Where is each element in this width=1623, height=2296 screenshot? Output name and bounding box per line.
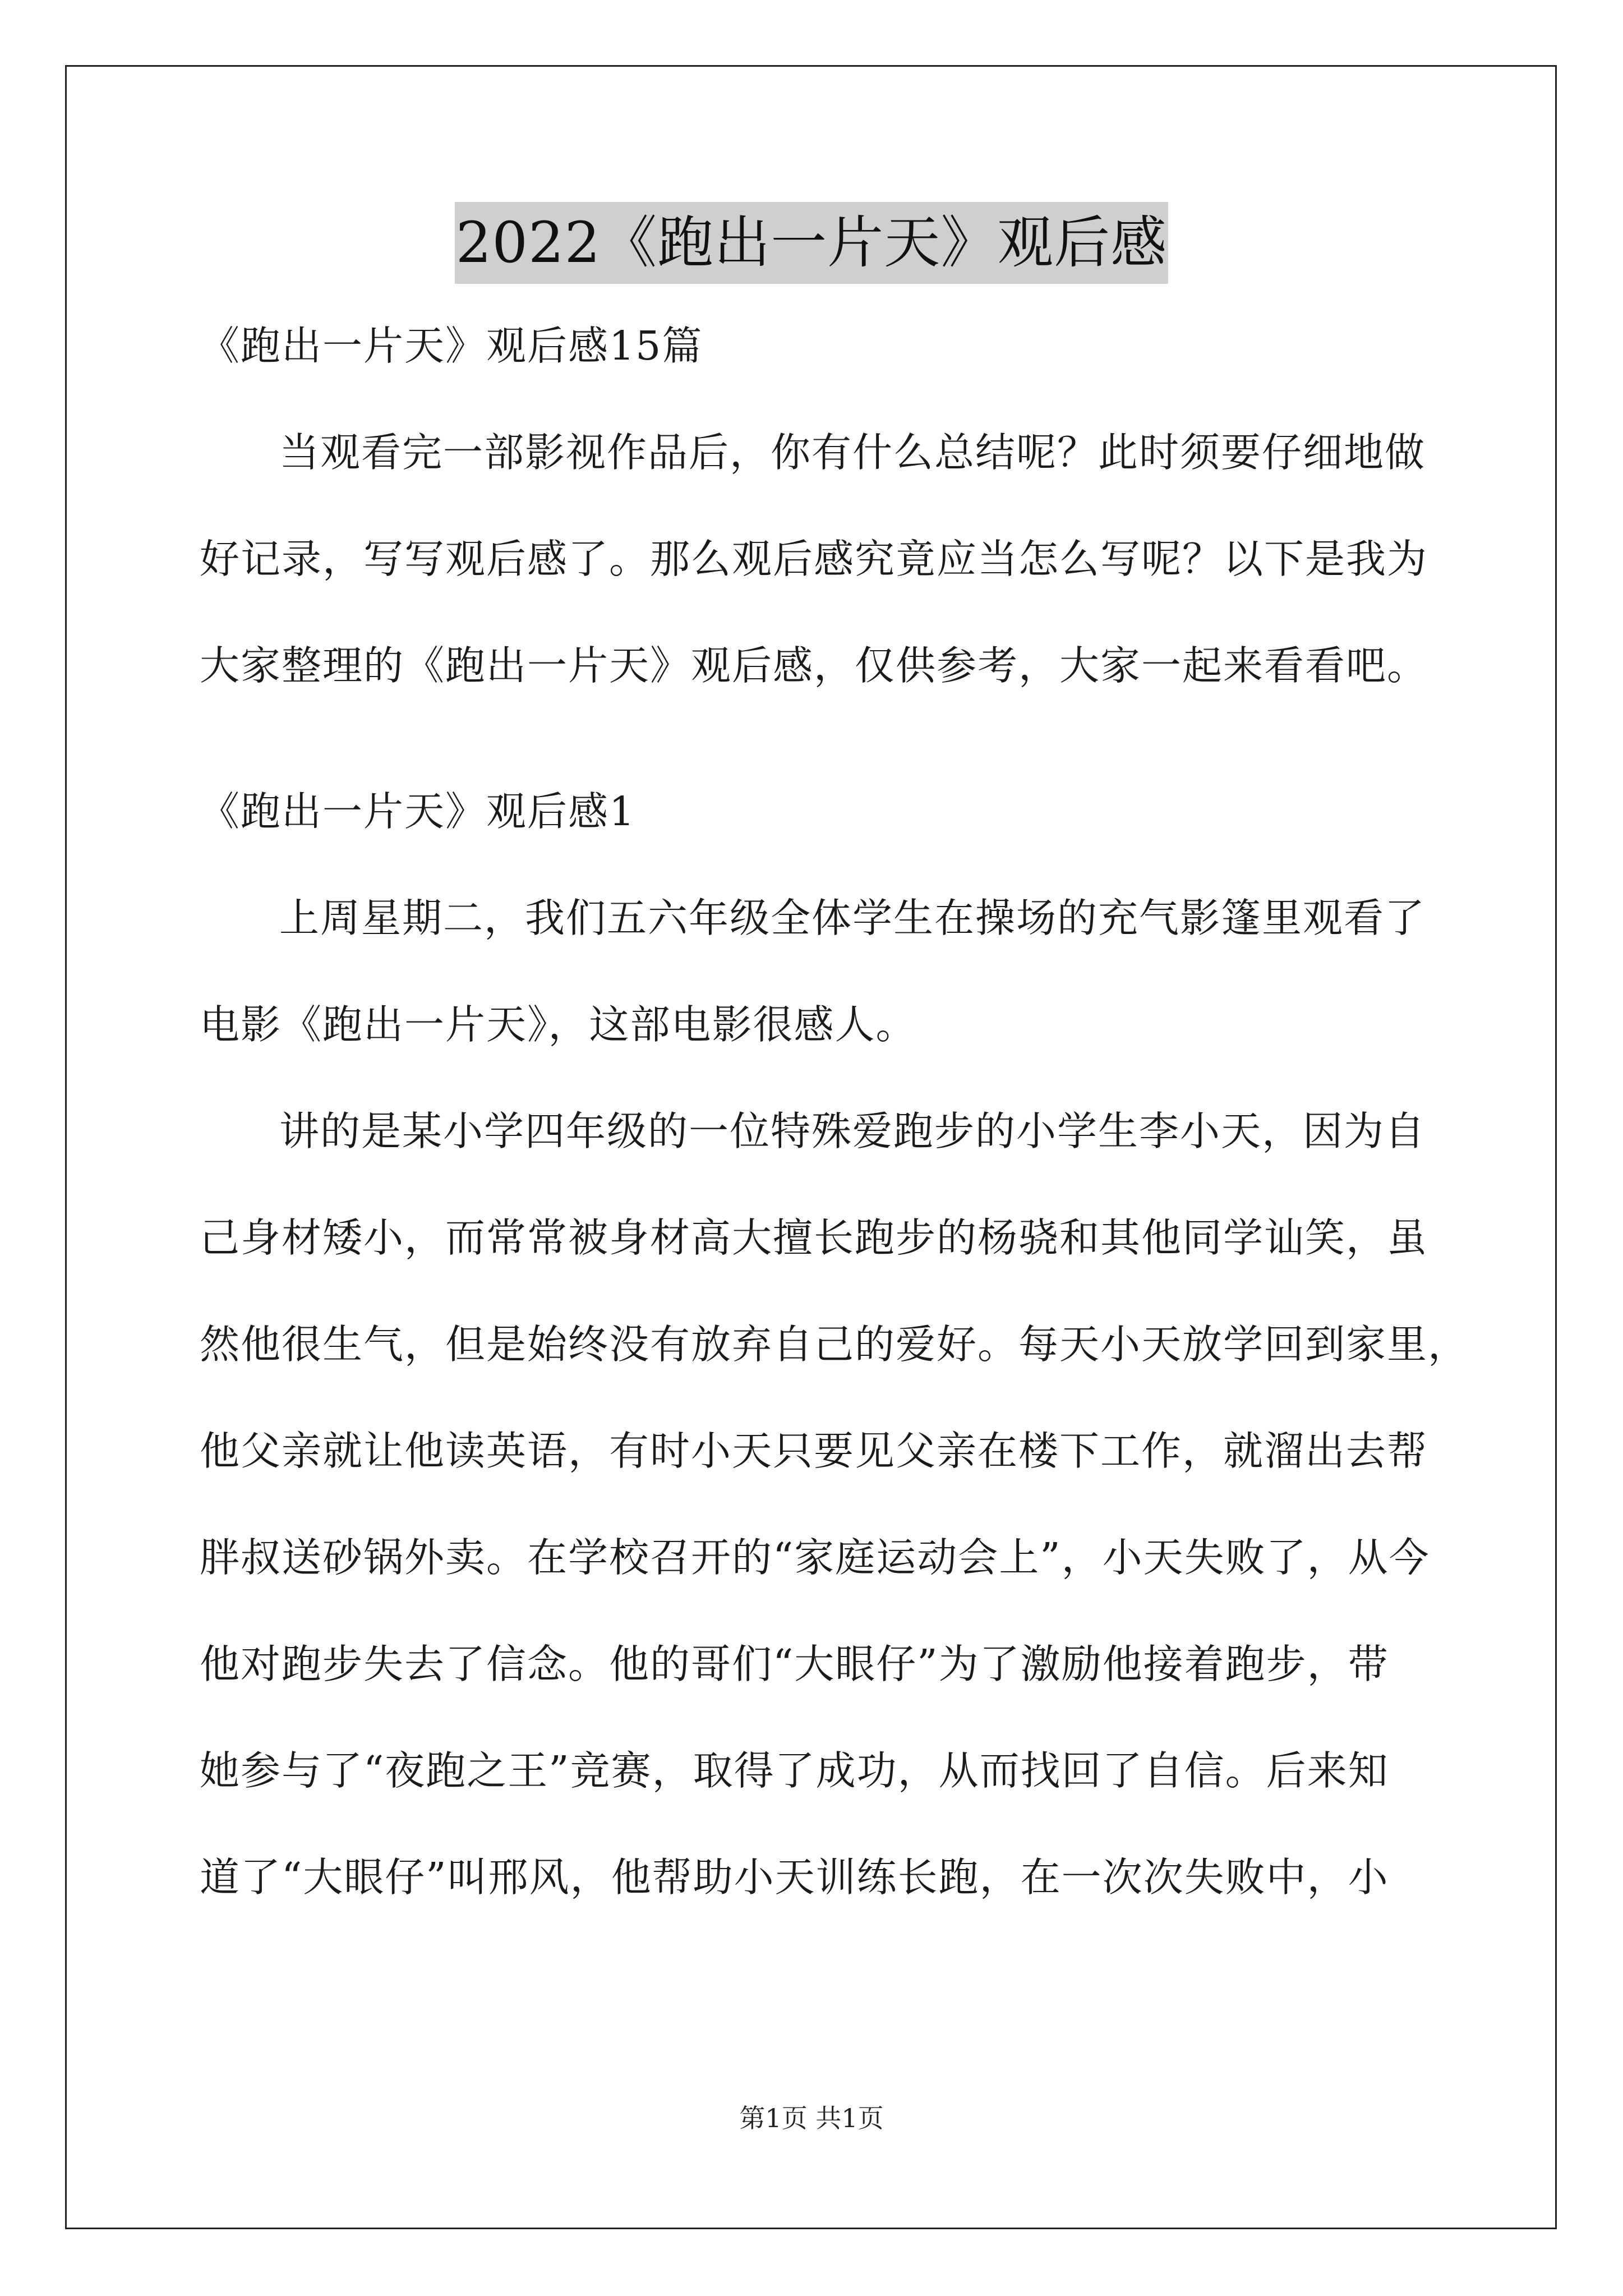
paragraph-line: 上周星期二，我们五六年级全体学生在操场的充气影篷里观看了 [279,895,1426,941]
document-title: 2022《跑出一片天》观后感 [455,202,1169,284]
document-body [200,293,1469,1931]
subtitle: 《跑出一片天》观后感15篇 [200,323,703,369]
title-container [0,202,1623,284]
intro-line: 当观看完一部影视作品后，你有什么总结呢？此时须要仔细地做 [279,429,1426,476]
paragraph-line: 胖叔送砂锅外卖。在学校召开的“家庭运动会上”，小天失败了，从今 [200,1534,1430,1581]
paragraph-line: 然他很生气，但是始终没有放弃自己的爱好。每天小天放学回到家里， [200,1321,1469,1368]
section-heading: 《跑出一片天》观后感1 [200,788,636,835]
intro-line: 大家整理的《跑出一片天》观后感，仅供参考，大家一起来看看吧。 [200,642,1428,689]
page-footer: 第1页 共1页 [739,2103,884,2133]
intro-line: 好记录，写写观后感了。那么观后感究竟应当怎么写呢？以下是我为 [200,536,1428,582]
paragraph-line: 她参与了“夜跑之王”竞赛，取得了成功，从而找回了自信。后来知 [200,1747,1389,1794]
paragraph-line: 道了“大眼仔”叫邢风，他帮助小天训练长跑，在一次次失败中，小 [200,1854,1389,1901]
paragraph-line: 己身材矮小，而常常被身材高大擅长跑步的杨骁和其他同学讪笑，虽 [200,1214,1428,1261]
paragraph-line: 他对跑步失去了信念。他的哥们“大眼仔”为了激励他接着跑步，带 [200,1641,1389,1687]
paragraph-line: 电影《跑出一片天》，这部电影很感人。 [200,1001,917,1048]
spacer [200,719,1433,758]
paragraph-line: 他父亲就让他读英语，有时小天只要见父亲在楼下工作，就溜出去帮 [200,1428,1428,1474]
paragraph-line: 讲的是某小学四年级的一位特殊爱跑步的小学生李小天，因为自 [279,1108,1426,1154]
